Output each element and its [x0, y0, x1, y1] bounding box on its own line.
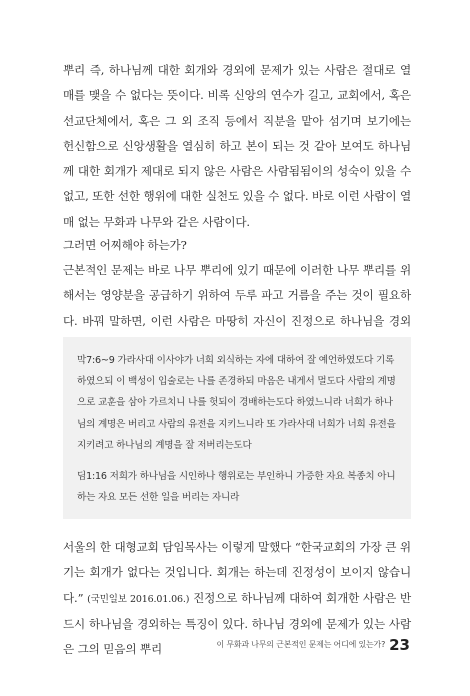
scripture-quote-titus1: 딤1:16 저희가 하나님을 시인하나 행위로는 부인하니 가증한 자요 복종치 아니하는 자요 모든 선한 일을 버리는 자니라	[77, 471, 396, 504]
scripture-quote-mark7: 막7:6~9 가라사대 이사야가 너희 외식하는 자에 대하여 잘 예언하였도다 기록하였으되 이 백성이 입술로는 나를 존경하되 마음은 내게서 멀도다 사람의 계명으로 교훈을 삼아 가르치니 나를 헛되이 경배하는도다 하였느니라 너희가 하나님의 계명은 버리고 사람의 유전을 지키느니라 또 가라사대 너희가 너희 유전을 지키려고 하나님의 계명을 잘 저버리는도다	[77, 355, 396, 451]
page-footer	[188, 634, 410, 656]
paragraph-fundamental-problem: 근본적인 문제는 바로 나무 뿌리에 있기 때문에 이러한 나무 뿌리를 위해서는 영양분을 공급하기 위하여 두루 파고 거름을 주는 것이 필요하다. 바꿔 말하면, 이런 사람은 마땅히 자신이 진정으로 하나님을 경외	[63, 263, 411, 328]
news-citation: (국민일보 2016.01.06.)	[87, 593, 190, 605]
paragraph-root-problem: 뿌리 즉, 하나님께 대한 회개와 경외에 문제가 있는 사람은 절대로 열매를 맺을 수 없다는 뜻이다. 비록 신앙의 연수가 길고, 교회에서, 혹은 선교단체에서, 혹은 그 외 조직 등에서 직분을 맡아 섬기며 보기에는 헌신함으로 신앙생활을 열심히 하고 본이 되는 것 같아 보여도 하나님께 대한 회개가 제대로 되지 않은 사람은 사람됨됨이의 성숙이 있을 수 없고, 또한 선한 행위에 대한 실천도 있을 수 없다. 바로 이런 사람이 열매 없는 무화과 나무와 같은 사람이다.	[63, 63, 411, 229]
closing-text-before: 서울의 한 대형교회 담임목사는 이렇게 말했다 “한국교회의 가장 큰 위기는 회개가 없다는 것입니다. 회개는 하는데 진정성이 보이지 않습니다.”	[63, 540, 411, 605]
closing-text-after: 진정으로 하나님께 대하여 회개한 사람은 반드시 하나님을 경외하는 특징이 있다. 하나님 경외에 문제가 있는 사람은 그의 믿음의 뿌리	[63, 590, 411, 657]
running-head: 이 무화과 나무의 근본적인 문제는 어디에 있는가?	[216, 640, 386, 649]
paragraph-question: 그러면 어찌해야 하는가?	[63, 238, 187, 252]
page-number: 23	[389, 635, 410, 654]
